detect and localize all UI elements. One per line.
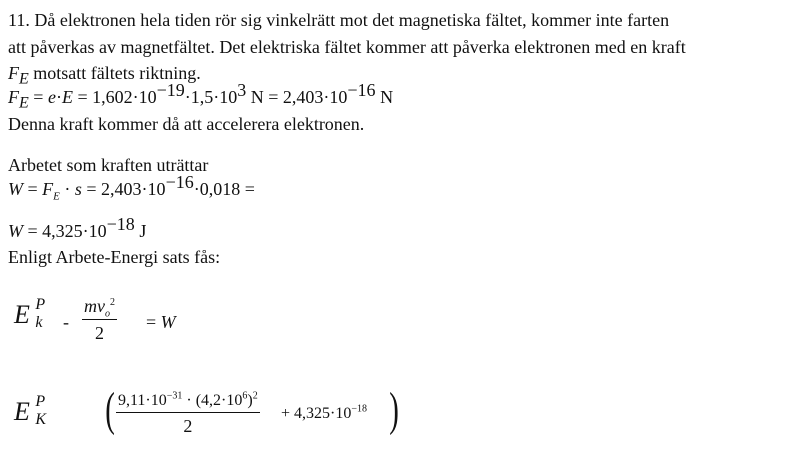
minus-sign: - <box>63 312 69 332</box>
value-fraction: $\frac{9,11\cdot 10^{-31} \cdot (4,2\cdot 10^6)^2}{2}$ <box>118 390 258 436</box>
right-paren: ) <box>389 383 399 436</box>
plus-term: + $4,325\cdot 10^{-18}$ <box>281 403 367 422</box>
text-line-6: Arbetet som kraften uträttar <box>8 155 209 175</box>
text-line-1 <box>8 9 669 31</box>
energy-equation-2: E P K <box>14 393 47 428</box>
force-subscript: E <box>19 70 29 88</box>
line-1-text: Då elektronen hela tiden rör sig vinkelrätt mot det magnetiska fältet, kommer inte farten <box>34 10 670 30</box>
work-result: $W = 4,325\cdot 10^{-18}$ J <box>8 214 147 241</box>
text-line-2: att påverkas av magnetfältet. Det elektriska fältet kommer att påverka elektronen med en kraft <box>8 37 686 57</box>
kinetic-fraction: $\frac{mv_o^2}{2}$ <box>84 296 115 343</box>
work-equation: $W = F_E \cdot s = 2,403\cdot 10^{-16}\cdot 0,018$ = <box>8 172 255 203</box>
text-line-9: Enligt Arbete-Energi sats fås: <box>8 247 221 267</box>
text-line-5: Denna kraft kommer då att accelerera elektronen. <box>8 114 365 134</box>
left-paren: ( <box>105 383 115 436</box>
force-equation: $F_E = e\cdot E = 1,602\cdot 10^{-19}\cdot 1,5\cdot 10^3$ $N = 2,403\cdot 10^{-16}$ N <box>8 80 394 112</box>
problem-number: 11. <box>8 10 30 30</box>
energy-equation-1: E P k <box>14 296 46 331</box>
equals-work: = W <box>146 312 176 332</box>
force-symbol: F <box>8 63 19 83</box>
line-3-text: motsatt fältets riktning. <box>28 63 201 83</box>
